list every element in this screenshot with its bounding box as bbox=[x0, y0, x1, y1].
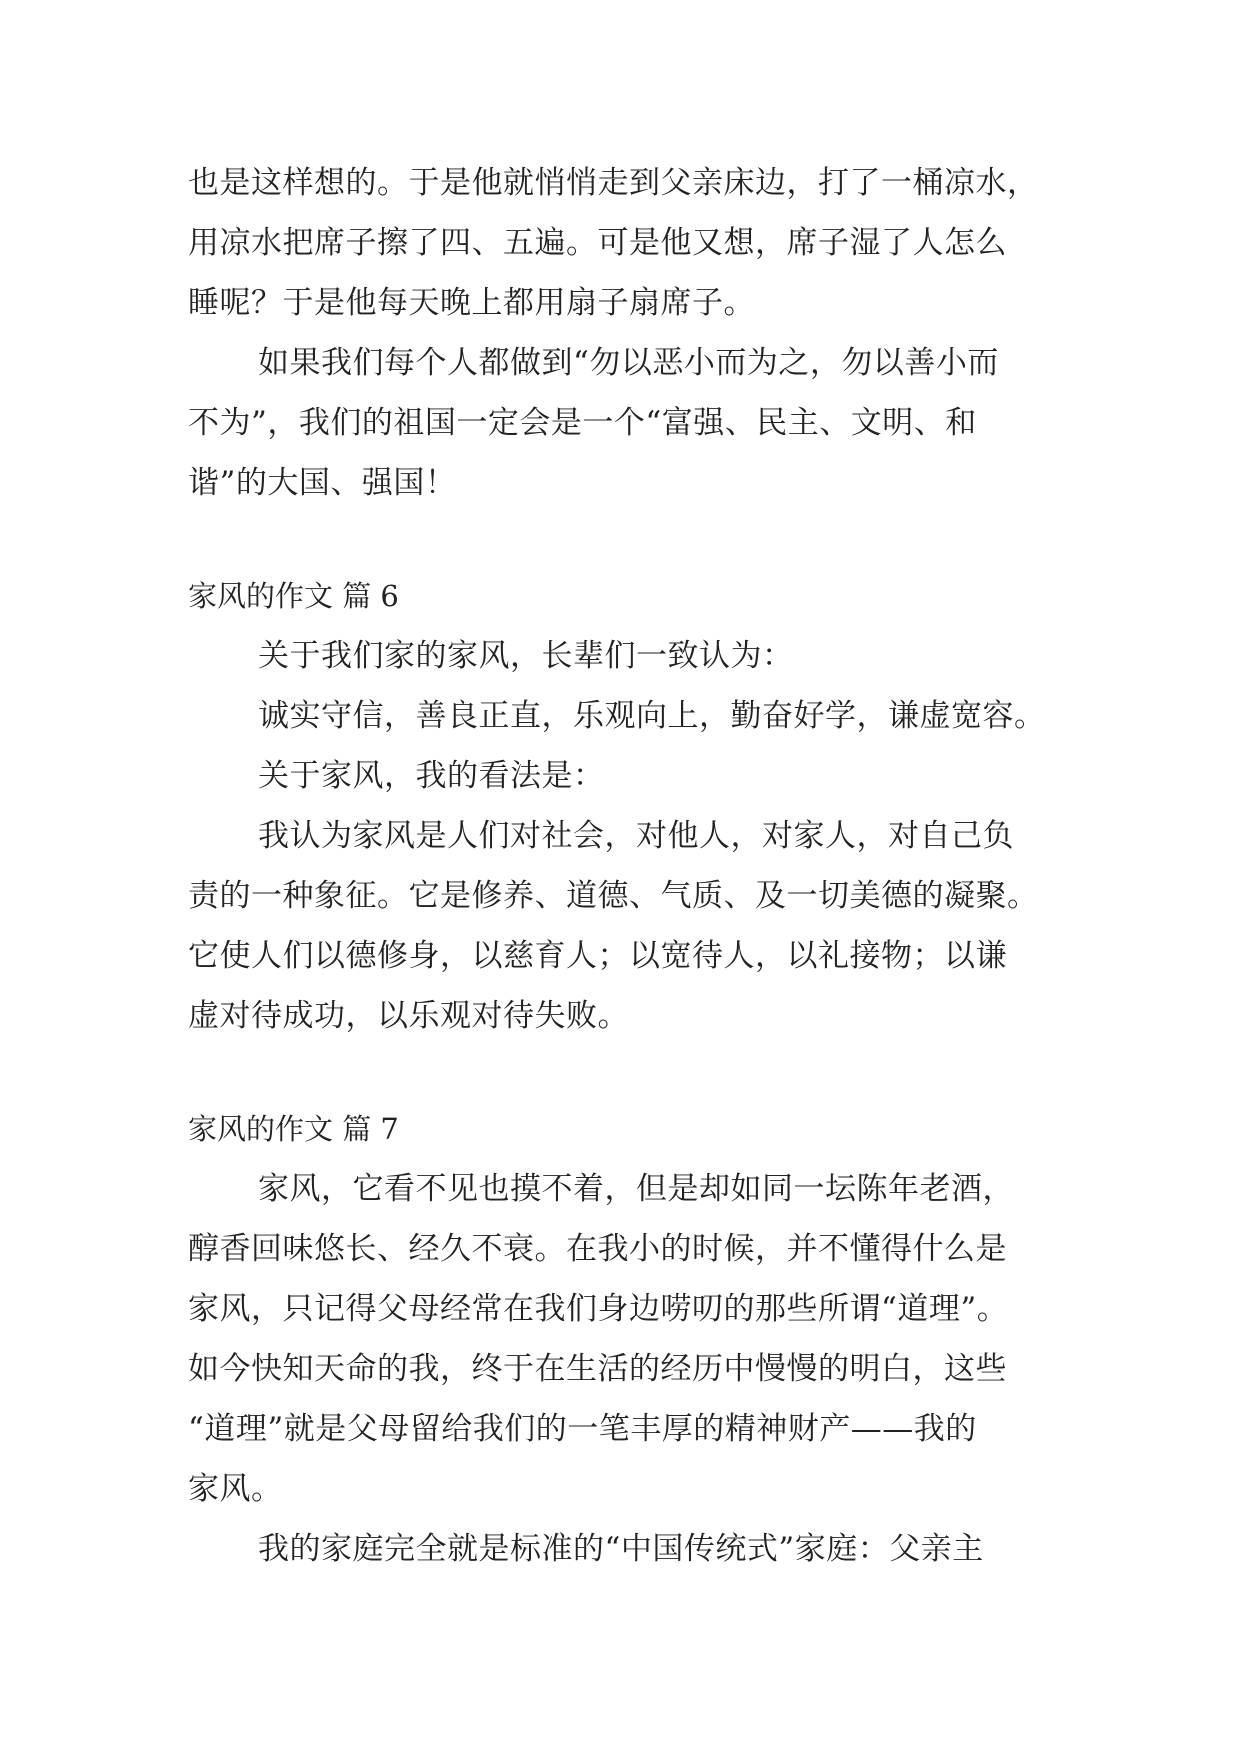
paragraph-line: 不为”，我们的祖国一定会是一个“富强、民主、文明、和 bbox=[188, 405, 977, 441]
paragraph-line: 如果我们每个人都做到“勿以恶小而为之，勿以善小而 bbox=[258, 345, 999, 381]
paragraph-line: 诚实守信，善良正直，乐观向上，勤奋好学，谦虚宽容。 bbox=[258, 698, 1046, 734]
paragraph-line: 关于我们家的家风，长辈们一致认为： bbox=[258, 638, 794, 674]
paragraph-line: 责的一种象征。它是修养、道德、气质、及一切美德的凝聚。 bbox=[188, 878, 1039, 914]
paragraph-line: 关于家风，我的看法是： bbox=[258, 758, 605, 794]
paragraph-line: 也是这样想的。于是他就悄悄走到父亲床边，打了一桶凉水， bbox=[188, 165, 1039, 201]
paragraph-line: 家风，它看不见也摸不着，但是却如同一坛陈年老酒， bbox=[258, 1171, 1014, 1207]
paragraph-line: 虚对待成功，以乐观对待失败。 bbox=[188, 998, 629, 1034]
paragraph-line: 我的家庭完全就是标准的“中国传统式”家庭：父亲主 bbox=[258, 1531, 984, 1567]
paragraph-line: “道理”就是父母留给我们的一笔丰厚的精神财产——我的 bbox=[188, 1411, 977, 1447]
paragraph-line: 家风，只记得父母经常在我们身边唠叨的那些所谓“道理”。 bbox=[188, 1291, 1009, 1327]
paragraph-line: 谐”的大国、强国！ bbox=[188, 465, 457, 501]
paragraph-line: 我认为家风是人们对社会，对他人，对家人，对自己负 bbox=[258, 818, 1014, 854]
paragraph-line: 用凉水把席子擦了四、五遍。可是他又想，席子湿了人怎么 bbox=[188, 225, 1007, 261]
section-heading: 家风的作文 篇 7 bbox=[188, 1112, 399, 1146]
paragraph-line: 如今快知天命的我，终于在生活的经历中慢慢的明白，这些 bbox=[188, 1351, 1007, 1387]
section-heading: 家风的作文 篇 6 bbox=[188, 579, 399, 613]
paragraph-line: 睡呢？于是他每天晚上都用扇子扇席子。 bbox=[188, 285, 755, 321]
paragraph-line: 家风。 bbox=[188, 1471, 283, 1507]
paragraph-line: 它使人们以德修身，以慈育人；以宽待人，以礼接物；以谦 bbox=[188, 938, 1007, 974]
paragraph-line: 醇香回味悠长、经久不衰。在我小的时候，并不懂得什么是 bbox=[188, 1231, 1007, 1267]
